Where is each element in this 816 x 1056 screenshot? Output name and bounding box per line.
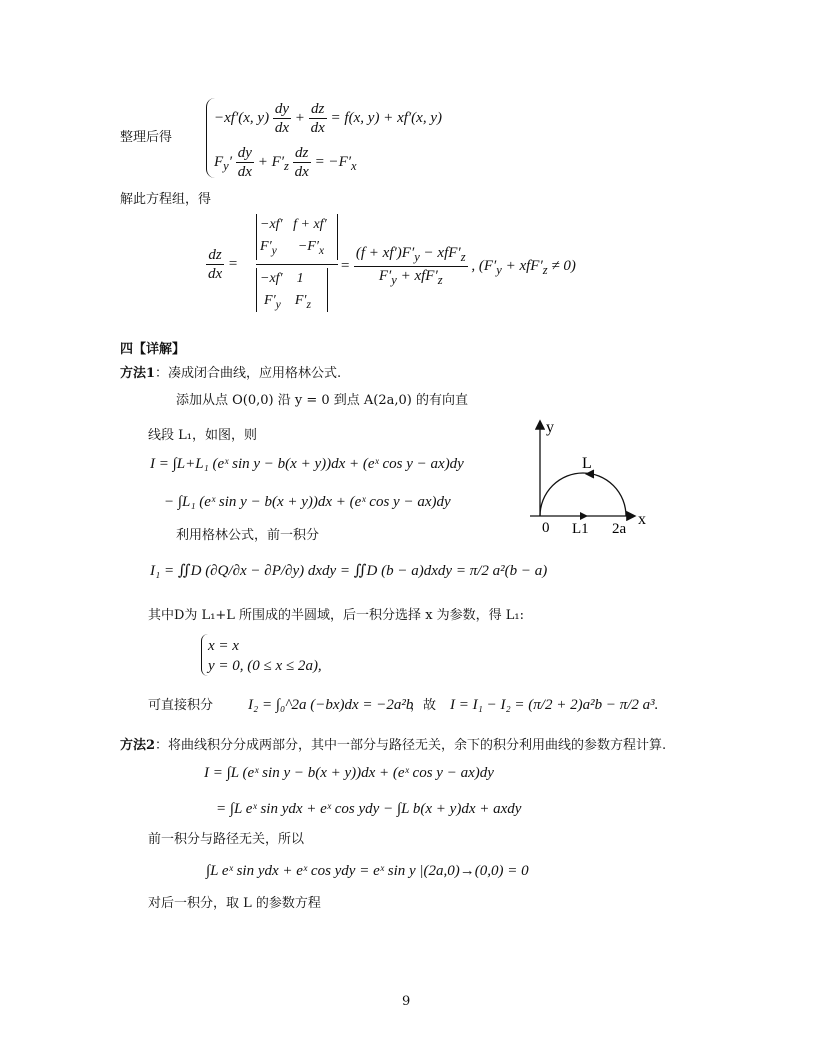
param-system: x = x y = 0, (0 ≤ x ≤ 2a), — [208, 638, 322, 674]
method-2-label: 方法2 — [120, 738, 156, 753]
method-1-line-6-mid: ，故 — [410, 698, 437, 713]
method-1-text: ：凑成闭合曲线，应用格林公式. — [155, 366, 342, 381]
page-number: 9 — [402, 994, 411, 1009]
fig-origin-label: 0 — [542, 520, 550, 536]
label-solve: 解此方程组，得 — [120, 192, 212, 207]
method-1-line-5: 其中D为 L₁+L 所围成的半圆域，后一积分选择 x 为参数，得 L₁: — [148, 608, 525, 623]
method-1-line-3: 线段 L₁，如图，则 — [148, 428, 257, 443]
equation-I-part-a: I = ∫L+L₁ (eˣ sin y − b(x + y))dx + (eˣ cos y − ax)dy — [150, 456, 464, 472]
method-2-text: ：将曲线积分分成两部分，其中一部分与路径无关，余下的积分利用曲线的参数方程计算. — [155, 738, 667, 753]
equation-system-row-2: $F_y'$ $\frac{dy}{dx}$ + $F'_z$ $\frac{dz}{dx}$ = $-F'_x$ — [214, 145, 357, 180]
param-brace — [201, 634, 208, 676]
segment-arrow — [580, 512, 588, 520]
fig-x-label: x — [638, 511, 646, 528]
equation-m2-1: I = ∫L (eˣ sin y − b(x + y))dx + (eˣ cos y − ax)dy — [204, 765, 494, 781]
equation-m2-2: = ∫L eˣ sin ydx + eˣ cos ydy − ∫L b(x + y)dx + axdy — [216, 801, 522, 817]
method-2-line — [120, 738, 666, 754]
method-1-line-4: 利用格林公式，前一积分 — [176, 528, 320, 543]
method-1-line-6-label: 可直接积分 — [148, 698, 214, 713]
equation-I-final: I = I₁ − I₂ = (π/2 + 2)a²b − π/2 a³. — [450, 697, 659, 713]
label-reorganized: 整理后得 — [120, 130, 173, 145]
equation-I2: I₂ = ∫₀^2a (−bx)dx = −2a²b — [248, 697, 414, 713]
method-2-line-3: 对后一积分，取 L 的参数方程 — [148, 896, 321, 911]
method-1-label: 方法1 — [120, 366, 156, 381]
dzdx-result: = $\frac{(f + xf')F'_y - xfF'_z}{F'_y + xfF'_z}$ , $(F'_y + xfF'_z \ne 0)$ — [340, 245, 576, 287]
equation-m2-3: ∫L eˣ sin ydx + eˣ cos ydy = eˣ sin y |(2a,0)→(0,0) = 0 — [206, 863, 529, 879]
dzdx-fraction: $\frac{dz}{dx}$ = — [208, 247, 239, 282]
fig-L-label: L — [582, 455, 592, 472]
fig-L1-label: L1 — [572, 521, 589, 537]
method-2-line-2: 前一积分与路径无关，所以 — [148, 832, 305, 847]
method-1-line-2: 添加从点 O(0,0) 沿 y = 0 到点 A(2a,0) 的有向直 — [176, 393, 468, 408]
fig-y-label: y — [546, 419, 554, 436]
fig-2a-label: 2a — [612, 521, 627, 537]
method-1-line — [120, 366, 341, 382]
section-title: 四【详解】 — [120, 342, 186, 357]
equation-I-part-b: − ∫L₁ (eˣ sin y − b(x + y))dx + (eˣ cos y − ax)dy — [164, 494, 451, 510]
determinant-fraction: −xf′ f + xf′ $F'_y$ $-F'_x$ −xf′ 1 $F'_y$ $F'_z$ — [256, 214, 338, 312]
semicircle-figure — [530, 418, 670, 538]
semicircle-curve-L — [540, 473, 626, 516]
equation-system-row-1: −xf′(x, y) $\frac{dy}{dx}$ + $\frac{dz}{dx}$ = f(x, y) + xf′(x, y) — [214, 101, 443, 136]
equation-I1: I₁ = ∬D (∂Q/∂x − ∂P/∂y) dxdy = ∬D (b − a)dxdy = π/2 a²(b − a) — [150, 563, 548, 579]
